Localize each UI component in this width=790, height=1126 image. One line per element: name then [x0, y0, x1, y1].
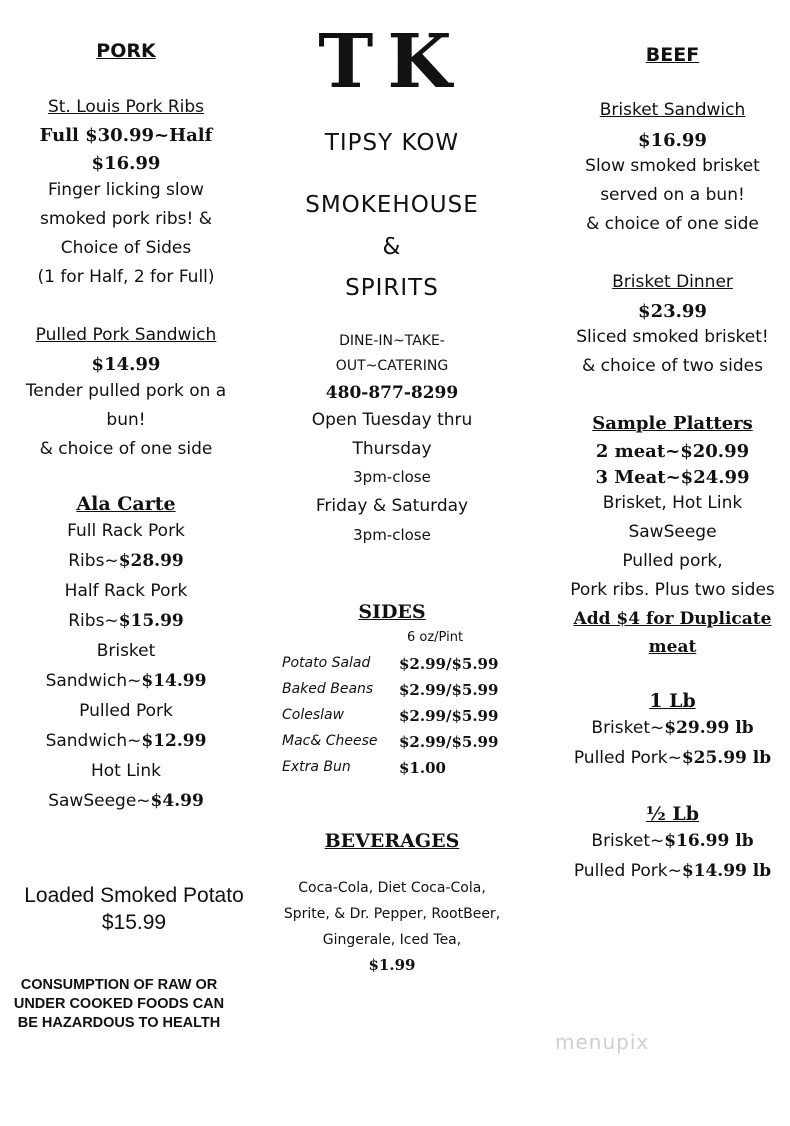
logo: TK — [318, 19, 466, 105]
ala-item-3-price: $14.99 — [141, 671, 207, 691]
brisket-dinner-price: $23.99 — [638, 301, 707, 322]
ribs-price-line1: Full $30.99~Half — [39, 125, 213, 146]
pulled-desc-2: bun! — [106, 410, 146, 430]
ribs-price-line2: $16.99 — [91, 153, 161, 174]
ala-item-5-price: $4.99 — [150, 791, 204, 811]
potato-name: Loaded Smoked Potato — [24, 884, 244, 907]
platter-3-meat: 3 Meat~$24.99 — [595, 467, 750, 488]
phone-number: 480-877-8299 — [325, 383, 459, 403]
ala-item-3-line1: Brisket — [96, 641, 156, 661]
ala-item-5-line1: Hot Link — [90, 761, 162, 781]
brisket-dinner-name: Brisket Dinner — [612, 272, 733, 292]
tagline-name: TIPSY KOW — [324, 130, 460, 156]
pork-heading: PORK — [96, 40, 156, 62]
tagline-spirits: SPIRITS — [345, 275, 439, 301]
half-pound-pork: Pulled Pork~$14.99 lb — [573, 861, 772, 881]
warning-line-2: UNDER COOKED FOODS CAN — [13, 996, 225, 1012]
platters-heading: Sample Platters — [592, 413, 753, 434]
warning-line-3: BE HAZARDOUS TO HEALTH — [17, 1015, 221, 1031]
hours-line-4: Friday & Saturday — [315, 496, 469, 516]
brisket-sandwich-name: Brisket Sandwich — [599, 100, 746, 120]
side-price: $2.99/$5.99 — [399, 733, 499, 751]
ala-item-5-line2: SawSeege~$4.99 — [48, 791, 204, 811]
side-row — [282, 681, 512, 703]
side-price: $2.99/$5.99 — [399, 681, 499, 699]
beef-heading: BEEF — [645, 44, 700, 66]
potato-price: $15.99 — [101, 911, 167, 934]
ala-item-1-line2: Ribs~$28.99 — [68, 551, 184, 571]
side-name: Potato Salad — [282, 655, 371, 671]
brisket-sandwich-desc-1: Slow smoked brisket — [585, 156, 760, 176]
brisket-sandwich-desc-3: & choice of one side — [586, 214, 759, 234]
watermark: menupix — [555, 1030, 650, 1054]
hours-line-5: 3pm-close — [353, 526, 431, 544]
side-price: $1.00 — [399, 759, 446, 777]
half-pound-brisket-price: $16.99 lb — [664, 831, 754, 851]
ala-item-4-line2: Sandwich~$12.99 — [45, 731, 207, 751]
brisket-sandwich-price: $16.99 — [638, 130, 707, 151]
sides-sizes: 6 oz/Pint — [407, 630, 464, 645]
side-name: Coleslaw — [282, 707, 345, 723]
platter-desc-2: SawSeege — [628, 522, 717, 542]
pulled-sandwich-name: Pulled Pork Sandwich — [35, 325, 217, 345]
side-price: $2.99/$5.99 — [399, 707, 499, 725]
pulled-desc-1: Tender pulled pork on a — [25, 381, 227, 401]
ala-item-1-line1: Full Rack Pork — [67, 521, 185, 541]
ala-item-3-line2: Sandwich~$14.99 — [45, 671, 207, 691]
brisket-dinner-desc-2: & choice of two sides — [582, 356, 763, 376]
half-pound-brisket: Brisket~$16.99 lb — [591, 831, 754, 851]
platter-desc-3: Pulled pork, — [622, 551, 723, 571]
ribs-desc-2: smoked pork ribs! & — [40, 209, 212, 229]
hours-line-2: Thursday — [352, 439, 432, 459]
beverages-line-2: Sprite, & Dr. Pepper, RootBeer, — [283, 906, 501, 922]
ala-item-4-line1: Pulled Pork — [79, 701, 173, 721]
service-line-1: DINE-IN~TAKE- — [339, 333, 445, 349]
sides-heading: SIDES — [358, 601, 426, 623]
ribs-desc-4: (1 for Half, 2 for Full) — [37, 267, 215, 287]
ribs-desc-3: Choice of Sides — [60, 238, 192, 258]
one-pound-brisket-price: $29.99 lb — [664, 718, 754, 738]
half-pound-heading: ½ Lb — [645, 803, 700, 825]
hours-line-3: 3pm-close — [353, 468, 431, 486]
ala-item-1-price: $28.99 — [118, 551, 184, 571]
platter-desc-1: Brisket, Hot Link — [602, 493, 743, 513]
brisket-dinner-desc-1: Sliced smoked brisket! — [576, 327, 769, 347]
side-name: Mac& Cheese — [282, 733, 378, 749]
ala-item-4-price: $12.99 — [141, 731, 207, 751]
pulled-desc-3: & choice of one side — [39, 439, 213, 459]
hours-line-1: Open Tuesday thru — [311, 410, 473, 430]
ala-item-2-price: $15.99 — [118, 611, 184, 631]
platter-desc-4: Pork ribs. Plus two sides — [570, 580, 775, 600]
tagline-ampersand: & — [382, 234, 402, 260]
beverages-line-3: Gingerale, Iced Tea, — [322, 932, 462, 948]
one-pound-pork-price: $25.99 lb — [681, 748, 772, 768]
side-row — [282, 655, 512, 677]
beverages-line-1: Coca-Cola, Diet Coca-Cola, — [298, 880, 486, 896]
side-name: Baked Beans — [282, 681, 374, 697]
one-pound-brisket: Brisket~$29.99 lb — [591, 718, 754, 738]
ala-carte-heading: Ala Carte — [76, 493, 176, 515]
loaded-potato — [14, 882, 254, 936]
ribs-name: St. Louis Pork Ribs — [47, 97, 205, 117]
tagline-smokehouse: SMOKEHOUSE — [305, 192, 479, 218]
side-name: Extra Bun — [282, 759, 351, 775]
brisket-sandwich-desc-2: served on a bun! — [600, 185, 745, 205]
side-row — [282, 707, 512, 729]
ala-item-2-line1: Half Rack Pork — [64, 581, 188, 601]
duplicate-note-1: Add $4 for Duplicate — [573, 609, 772, 629]
side-price: $2.99/$5.99 — [399, 655, 499, 673]
duplicate-note-2: meat — [648, 637, 697, 657]
side-row — [282, 759, 512, 781]
warning-line-1: CONSUMPTION OF RAW OR — [20, 977, 218, 993]
health-warning — [4, 976, 234, 1033]
ribs-desc-1: Finger licking slow — [48, 180, 204, 200]
service-line-2: OUT~CATERING — [335, 358, 449, 374]
ala-item-2-line2: Ribs~$15.99 — [68, 611, 184, 631]
side-row — [282, 733, 512, 755]
platter-2-meat: 2 meat~$20.99 — [595, 441, 750, 462]
one-pound-heading: 1 Lb — [649, 690, 696, 712]
pulled-sandwich-price: $14.99 — [91, 354, 161, 375]
beverages-heading: BEVERAGES — [324, 830, 460, 852]
half-pound-pork-price: $14.99 lb — [681, 861, 772, 881]
beverages-price: $1.99 — [368, 956, 416, 974]
one-pound-pork: Pulled Pork~$25.99 lb — [573, 748, 772, 768]
